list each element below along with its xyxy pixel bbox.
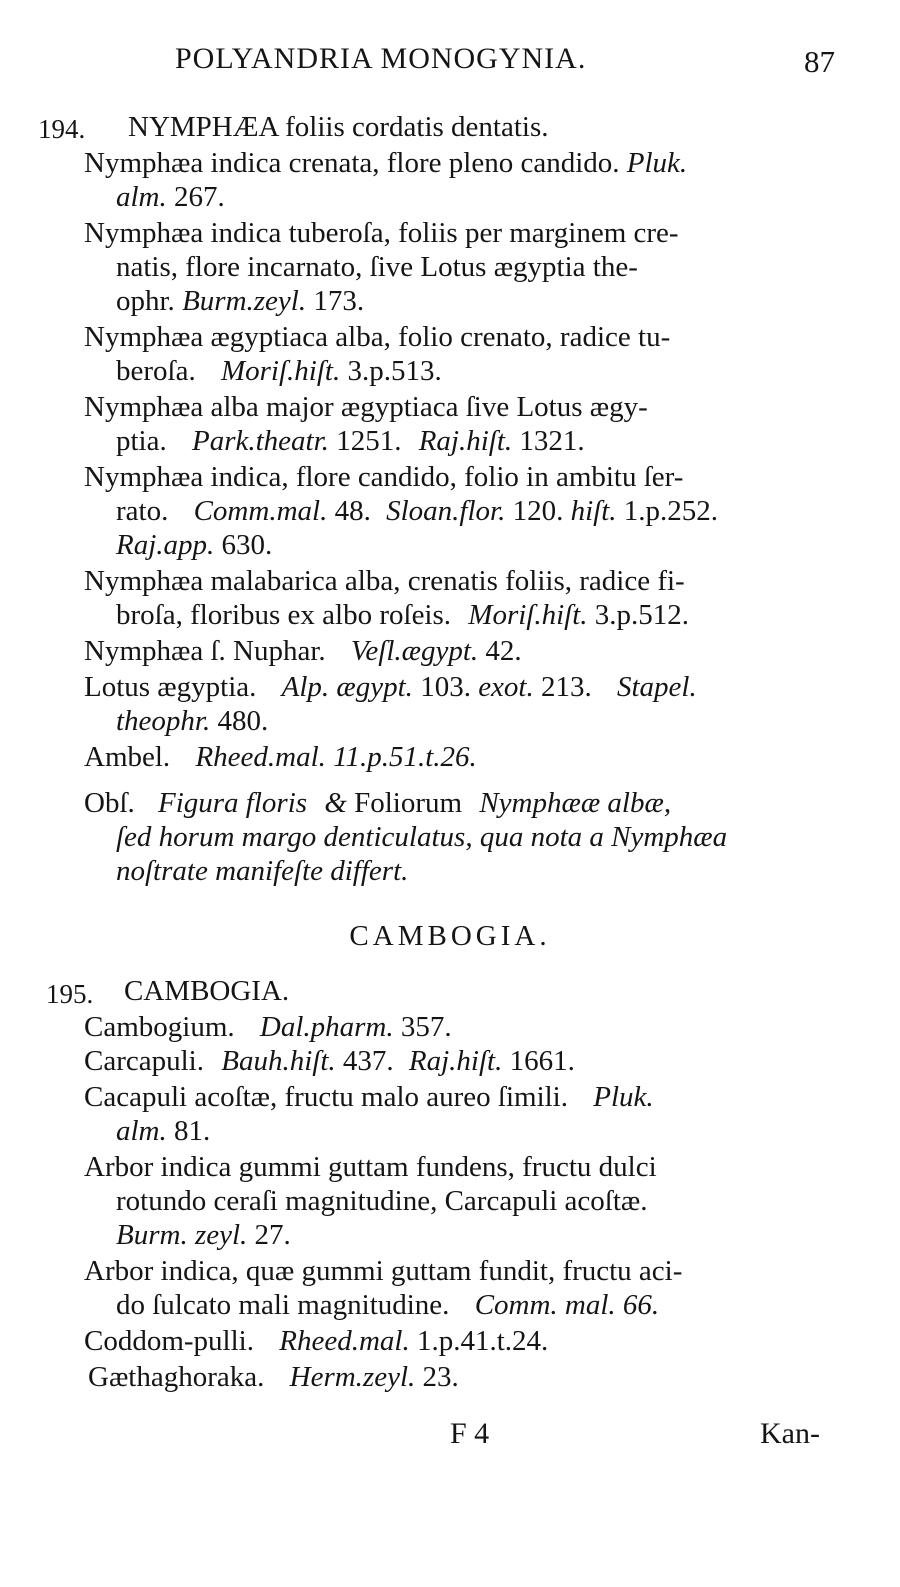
diagnosis: foliis cordatis dentatis.: [285, 111, 549, 143]
citation: Comm.mal.: [193, 495, 328, 527]
synonym-text: do ſulcato mali magnitudine.: [116, 1289, 450, 1321]
citation: exot.: [478, 671, 534, 703]
citation-number: 81.: [174, 1115, 211, 1147]
observation-text: Figura floris: [158, 787, 308, 819]
running-head: POLYANDRIA MONOGYNIA.: [175, 42, 587, 75]
citation: alm.: [116, 181, 167, 213]
citation-number: 357.: [400, 1011, 452, 1043]
synonym-text: ophr.: [116, 285, 175, 317]
synonym-line: [116, 1114, 210, 1148]
synonym-line: [84, 1080, 654, 1114]
citation-number: 11.p.51.t.26.: [333, 741, 477, 773]
synonym-line: Nymphæa indica, flore candido, folio in ambitu ſer-: [84, 461, 684, 493]
synonym-line: [116, 180, 225, 214]
synonym-line: [84, 146, 687, 180]
observation-line: [84, 786, 671, 820]
page-number: 87: [804, 44, 835, 79]
synonym-line: Nymphæa ægyptiaca alba, folio crenato, radice tu-: [84, 321, 671, 353]
synonym-text: broſa, floribus ex albo roſeis.: [116, 599, 452, 631]
synonym-line: Nymphæa indica tuberoſa, foliis per marginem cre-: [84, 217, 679, 249]
section-title: CAMBOGIA.: [349, 920, 551, 952]
citation-number: 213.: [541, 671, 592, 703]
citation-number: 480.: [217, 705, 269, 737]
citation: Stapel.: [617, 671, 697, 703]
synonym-line: [84, 634, 522, 668]
synonym-line: Arbor indica, quæ gummi guttam fundit, fructu aci-: [84, 1255, 683, 1287]
citation: Alp. ægypt.: [281, 671, 413, 703]
genus-name: CAMBOGIA.: [124, 975, 290, 1007]
citation-number: 103.: [420, 671, 471, 703]
observation-line: ſed horum margo denticulatus, qua nota a Nymphæa: [116, 821, 728, 853]
citation: Pluk.: [593, 1081, 654, 1113]
citation-number: 3.p.512.: [594, 599, 690, 631]
synonym-line: [84, 740, 477, 774]
citation: Raj.hiſt.: [408, 1045, 503, 1077]
citation-number: 27.: [254, 1219, 291, 1251]
citation: Burm. zeyl.: [116, 1219, 248, 1251]
citation: Burm.zeyl.: [182, 285, 307, 317]
synonym-line: [116, 354, 442, 388]
synonym-text: rato.: [116, 495, 169, 527]
entry-heading: [128, 110, 549, 144]
entry-number: 194.: [38, 114, 86, 144]
signature-mark: F 4: [450, 1417, 490, 1450]
citation: Comm. mal.: [474, 1289, 616, 1321]
citation: Rheed.mal.: [195, 741, 326, 773]
citation-number: 173.: [313, 285, 365, 317]
synonym-line: [84, 1010, 452, 1044]
citation: Pluk.: [626, 147, 688, 179]
citation: Dal.pharm.: [259, 1011, 394, 1043]
synonym-line: Arbor indica gummi guttam fundens, fructu dulci: [84, 1151, 657, 1183]
citation: Herm.zeyl.: [289, 1361, 416, 1393]
citation-number: 48.: [334, 495, 371, 527]
synonym-line: [116, 494, 718, 528]
citation-number: 437.: [342, 1045, 394, 1077]
synonym-text: Nymphæa indica crenata, flore pleno candido.: [84, 147, 620, 179]
synonym-line: [116, 284, 364, 318]
citation-number: 630.: [221, 529, 273, 561]
citation: Moriſ.hiſt.: [468, 599, 588, 631]
synonym-line: Nymphæa alba major ægyptiaca ſive Lotus ægy-: [84, 391, 648, 423]
citation-number: 120.: [512, 495, 564, 527]
citation-number: 1321.: [519, 425, 585, 457]
citation: Bauh.hiſt.: [221, 1045, 336, 1077]
citation: Moriſ.hiſt.: [220, 355, 341, 387]
observation-label: Obſ.: [84, 787, 135, 819]
synonym-text: Lotus ægyptia.: [84, 671, 257, 703]
synonym-text: Nymphæa ſ. Nuphar.: [84, 635, 326, 667]
genus-name: NYMPHÆA: [128, 111, 278, 143]
citation-number: 66.: [622, 1289, 660, 1321]
citation-number: 1661.: [509, 1045, 575, 1077]
ampersand: &: [324, 787, 347, 819]
synonym-text: Cacapuli acoſtæ, fructu malo aureo ſimili.: [84, 1081, 568, 1113]
citation-number: 42.: [485, 635, 522, 667]
synonym-text: beroſa.: [116, 355, 196, 387]
observation-line: noſtrate manifeſte differt.: [116, 855, 409, 887]
citation: hiſt.: [570, 495, 617, 527]
synonym-line: [84, 670, 697, 704]
citation: Raj.hiſt.: [418, 425, 513, 457]
synonym-line: [84, 1044, 575, 1078]
synonym-text: Coddom-pulli.: [84, 1325, 254, 1357]
synonym-line: [116, 598, 689, 632]
citation: Sloan.flor.: [386, 495, 506, 527]
citation: Park.theatr.: [192, 425, 329, 457]
citation: Raj.app.: [116, 529, 215, 561]
synonym-line: [116, 704, 268, 738]
synonym-line: natis, flore incarnato, ſive Lotus ægyptia the-: [116, 251, 638, 283]
synonym-line: [116, 424, 585, 458]
citation-number: 267.: [174, 181, 225, 213]
synonym-text: Ambel.: [84, 741, 171, 773]
observation-text: Nymphææ albæ,: [479, 787, 672, 819]
synonym-text: Cambogium.: [84, 1011, 235, 1043]
citation: Rheed.mal.: [279, 1325, 410, 1357]
synonym-line: [116, 1288, 659, 1322]
citation: theophr.: [116, 705, 211, 737]
citation-number: 1.p.41.t.24.: [416, 1325, 549, 1357]
citation-number: 1.p.252.: [623, 495, 718, 527]
citation-number: 23.: [422, 1361, 459, 1393]
synonym-line: [116, 528, 272, 562]
observation-text: Foliorum: [354, 787, 463, 819]
synonym-line: [88, 1360, 459, 1394]
citation: alm.: [116, 1115, 167, 1147]
synonym-text: Gæthaghoraka.: [88, 1361, 265, 1393]
citation: Veſl.ægypt.: [350, 635, 479, 667]
entry-number: 195.: [46, 979, 94, 1009]
synonym-line: [84, 1324, 548, 1358]
catchword: Kan-: [760, 1417, 820, 1450]
synonym-line: rotundo ceraſi magnitudine, Carcapuli acoſtæ.: [116, 1185, 648, 1217]
synonym-text: ptia.: [116, 425, 167, 457]
synonym-line: Nymphæa malabarica alba, crenatis foliis, radice fi-: [84, 565, 685, 597]
citation-number: 1251.: [336, 425, 402, 457]
synonym-text: Carcapuli.: [84, 1045, 204, 1077]
synonym-line: [116, 1218, 291, 1252]
citation-number: 3.p.513.: [347, 355, 442, 387]
